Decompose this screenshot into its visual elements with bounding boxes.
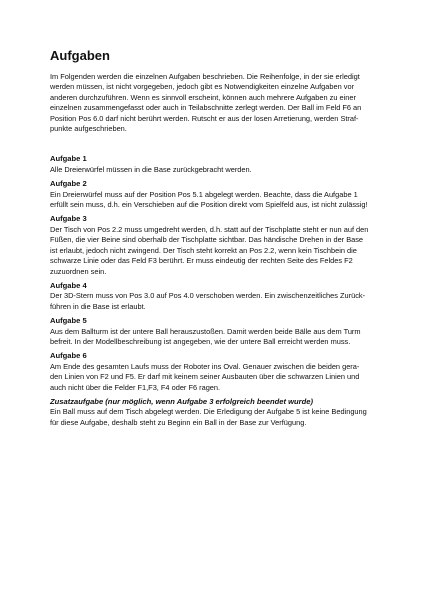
task-heading: Aufgabe 4 [50, 280, 87, 290]
task-line: Der 3D-Stern muss von Pos 3.0 auf Pos 4.0 verschoben werden. Ein zwischenzeitliches Zurück- [50, 291, 366, 301]
task-line: den Linien von F2 und F5. Er darf mit keinem seiner Ausbauten über die schwarzen Linien und [50, 372, 360, 382]
intro-line: Im Folgenden werden die einzelnen Aufgaben beschrieben. Die Reihenfolge, in der sie erledigt [50, 72, 360, 81]
task-3 [50, 214, 380, 276]
task-2 [50, 179, 380, 210]
intro-line: punkte aufgeschrieben. [50, 124, 127, 134]
task-line: zuzuordnen sein. [50, 266, 107, 276]
task-line: Der Tisch von Pos 2.2 muss umgedreht werden, d.h. statt auf der Tischplatte steht er nun auf den [50, 224, 369, 234]
task-heading: Aufgabe 3 [50, 214, 87, 224]
task-line: auch nicht über die Felder F1,F3, F4 oder F6 ragen. [50, 382, 221, 392]
intro-line: werden müssen, ist nicht vorgegeben, jedoch gibt es Notwendigkeiten einzelne Aufgaben vor [50, 82, 355, 92]
document-page [50, 48, 380, 432]
task-line: Aus dem Ballturm ist der untere Ball herauszustoßen. Damit werden beide Bälle aus dem Turm [50, 326, 361, 336]
task-line: Am Ende des gesamten Laufs muss der Roboter ins Oval. Genauer zwischen die beiden gera- [50, 361, 360, 371]
task-5 [50, 316, 380, 347]
task-line: Ein Dreierwürfel muss auf der Position Pos 5.1 abgelegt werden. Beachte, dass die Aufgabe 1 [50, 189, 358, 199]
task-line: Füßen, die vier Beine sind oberhalb der Tischplatte sichtbar. Das händische Drehen in der Base [50, 235, 364, 245]
task-1 [50, 154, 380, 175]
task-line: schwarze Linie oder das Feld F3 berührt. Er muss eindeutig der rechten Seite des Feldes F2 [50, 256, 353, 266]
task-heading-extra: Zusatzaufgabe (nur möglich, wenn Aufgabe 3 erfolgreich beendet wurde) [50, 396, 313, 406]
task-line: Ein Ball muss auf dem Tisch abgelegt werden. Die Erledigung der Aufgabe 5 ist keine Bedingung [50, 407, 367, 417]
task-4 [50, 281, 380, 312]
page-title: Aufgaben [50, 48, 110, 63]
task-extra [50, 397, 380, 428]
task-line: erfüllt sein muss, d.h. ein Verschieben auf die Position direkt vom Spielfeld aus, ist nicht zulässig! [50, 200, 368, 210]
task-6 [50, 351, 380, 393]
task-line: befreit. In der Modellbeschreibung ist angegeben, wie der untere Ball erreicht werden muss. [50, 336, 351, 346]
intro-line: anderen durchzuführen. Wenn es sinnvoll erscheint, können auch mehrere Aufgaben zu einer [50, 92, 356, 102]
task-line: ist erlaubt, jedoch nicht zwingend. Der Tisch steht korrekt an Pos 2.2, wenn kein Tischbein die [50, 245, 357, 255]
intro-line: Position Pos 6.0 darf nicht berührt werden. Rutscht er aus der losen Arretierung, werden Straf- [50, 113, 359, 123]
task-text [50, 327, 380, 348]
task-line: Alle Dreierwürfel müssen in die Base zurückgebracht werden. [50, 164, 252, 174]
task-text [50, 291, 380, 312]
task-heading: Aufgabe 2 [50, 179, 87, 189]
task-text [50, 407, 380, 428]
task-text [50, 165, 380, 175]
intro-line: einzelnen zusammengefasst oder auch in Teilabschnitte zerlegt werden. Der Ball im Feld F6 an [50, 103, 362, 113]
task-line: führen in die Base ist erlaubt. [50, 301, 146, 311]
task-text [50, 190, 380, 211]
task-text [50, 362, 380, 393]
task-heading: Aufgabe 1 [50, 154, 87, 164]
task-text [50, 225, 380, 277]
intro-paragraph [50, 72, 380, 134]
task-heading: Aufgabe 5 [50, 316, 87, 326]
task-heading: Aufgabe 6 [50, 351, 87, 361]
task-line: für diese Aufgabe, deshalb steht zu Beginn ein Ball in der Base zur Verfügung. [50, 417, 307, 427]
